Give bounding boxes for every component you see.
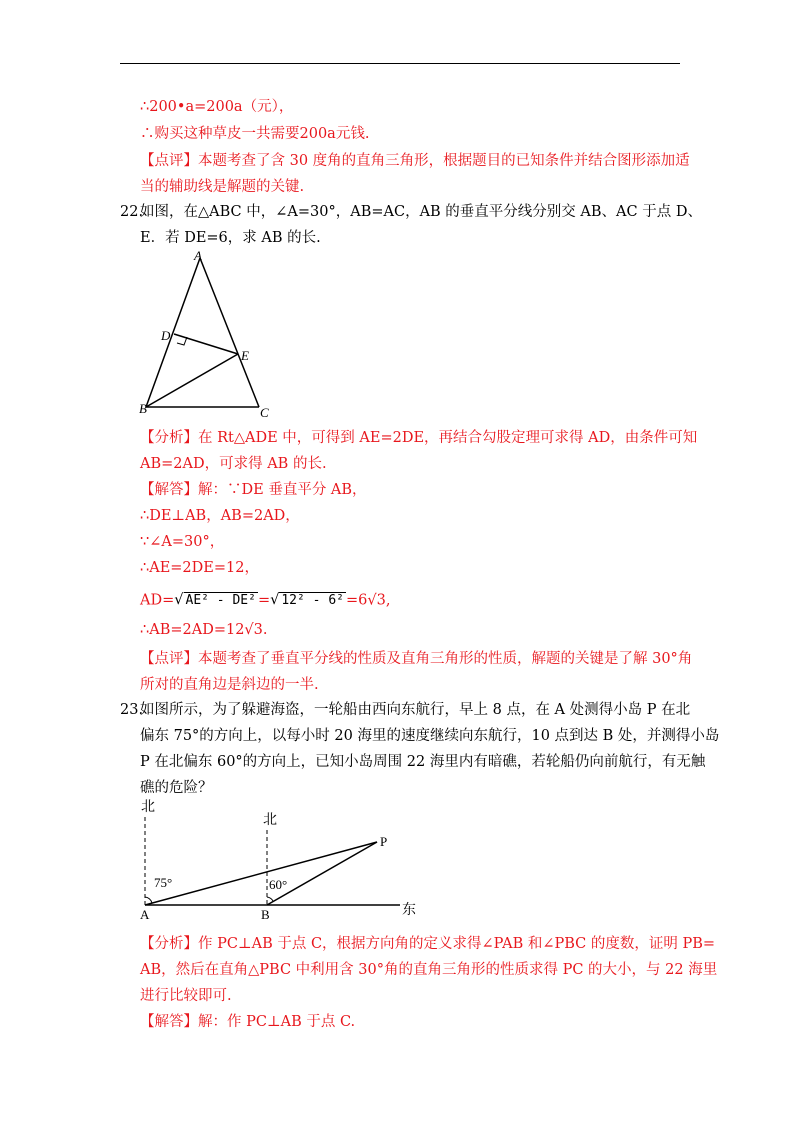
comment-text: 本题考查了含 30 度角的直角三角形，根据题目的已知条件并结合图形添加适 <box>198 153 690 169</box>
solution-text: 解：∵DE 垂直平分 AB， <box>198 482 367 498</box>
line-ap <box>145 842 377 905</box>
radicand-1: AE² - DE² <box>185 593 256 608</box>
q22-solution-line-6: ∴AB=2AD=12√3. <box>140 622 268 638</box>
q23-text-line-2: 偏东 75°的方向上，以每小时 20 海里的速度继续向东航行，10 点到达 B 处，并测得小岛 <box>140 728 720 744</box>
q22-analysis-line-1 <box>140 428 697 448</box>
label-a: A <box>140 907 150 922</box>
ad-prefix: AD= <box>140 592 175 609</box>
q22-triangle-figure <box>130 248 290 423</box>
q22-text-line-2: E．若 DE=6，求 AB 的长. <box>140 230 321 246</box>
q23-solution-line-1 <box>140 1012 355 1032</box>
north-label-1: 北 <box>141 800 155 815</box>
q22-solution-line-4: ∴AE=2DE=12， <box>140 560 259 576</box>
q21-line-1: ∴200•a=200a（元）， <box>140 99 294 115</box>
segment-be <box>146 354 238 407</box>
label-b: B <box>261 907 270 922</box>
q22-comment-line-1 <box>140 649 692 669</box>
radical-2: √ 12² - 6² <box>270 592 344 608</box>
solution-tag: 【解答】 <box>140 482 198 498</box>
q22-text-line-1: 如图，在△ABC 中，∠A=30°，AB=AC，AB 的垂直平分线分别交 AB、AC 于点 D、 <box>140 204 702 220</box>
q23-analysis-line-2: AB，然后在直角△PBC 中利用含 30°角的直角三角形的性质求得 PC 的大小，与 22 海里 <box>140 962 718 978</box>
comment-tag: 【点评】 <box>140 153 198 169</box>
q23-analysis-line-1 <box>140 934 715 954</box>
line-bp <box>267 842 377 905</box>
comment-tag: 【点评】 <box>140 651 198 667</box>
q22-solution-line-3: ∵∠A=30°， <box>140 534 225 550</box>
analysis-text: 作 PC⊥AB 于点 C，根据方向角的定义求得∠PAB 和∠PBC 的度数，证明 PB= <box>198 936 716 952</box>
side-ab <box>146 258 200 407</box>
side-ac <box>200 258 259 407</box>
angle-label-75: 75° <box>154 875 173 890</box>
analysis-tag: 【分析】 <box>140 430 198 446</box>
label-p: P <box>380 834 388 849</box>
comment-text: 本题考查了垂直平分线的性质及直角三角形的性质，解题的关键是了解 30°角 <box>198 651 693 667</box>
angle-arc-a <box>145 897 152 903</box>
q21-comment-line-1 <box>140 151 690 171</box>
q22-analysis-line-2: AB=2AD，可求得 AB 的长. <box>140 456 327 472</box>
solution-text: 解：作 PC⊥AB 于点 C. <box>198 1014 356 1030</box>
analysis-text: 在 Rt△ADE 中，可得到 AE=2DE，再结合勾股定理可求得 AD，由条件可知 <box>198 430 698 446</box>
q22-comment-line-2: 所对的直角边是斜边的一半. <box>140 677 319 693</box>
solution-tag: 【解答】 <box>140 1014 198 1030</box>
segment-de <box>174 334 238 354</box>
q21-comment-line-2: 当的辅助线是解题的关键. <box>140 179 305 195</box>
radicand-2: 12² - 6² <box>281 593 344 608</box>
label-a: A <box>194 248 202 263</box>
equals-sign: = <box>257 592 271 609</box>
label-e: E <box>241 348 249 363</box>
q22-solution-line-1 <box>140 480 367 500</box>
east-label: 东 <box>402 903 416 918</box>
label-c: C <box>260 405 269 420</box>
q21-line-2: ∴购买这种草皮一共需要200a元钱. <box>140 126 370 142</box>
angle-arc-b <box>267 897 273 901</box>
ad-result: =6√3, <box>345 592 391 609</box>
q22-solution-line-2: ∴DE⊥AB，AB=2AD， <box>140 508 300 524</box>
label-b: B <box>139 401 147 416</box>
q23-navigation-figure <box>130 795 440 925</box>
label-d: D <box>161 328 171 343</box>
q23-text-line-1: 如图所示，为了躲避海盗，一轮船由西向东航行，早上 8 点，在 A 处测得小岛 P 在北 <box>140 702 691 718</box>
q23-analysis-line-3: 进行比较即可. <box>140 988 232 1004</box>
q22-solution-line-5 <box>140 590 390 614</box>
q23-text-line-3: P 在北偏东 60°的方向上，已知小岛周围 22 海里内有暗礁，若轮船仍向前航行，有无触 <box>140 754 706 770</box>
radical-1: √ AE² - DE² <box>174 592 256 608</box>
angle-label-60: 60° <box>269 877 288 892</box>
north-label-2: 北 <box>263 813 277 828</box>
analysis-tag: 【分析】 <box>140 936 198 952</box>
header-rule <box>120 63 680 64</box>
q23-number: 23. <box>120 702 144 718</box>
q23-text-line-4: 礁的危险？ <box>140 780 213 796</box>
q22-number: 22. <box>120 204 144 220</box>
